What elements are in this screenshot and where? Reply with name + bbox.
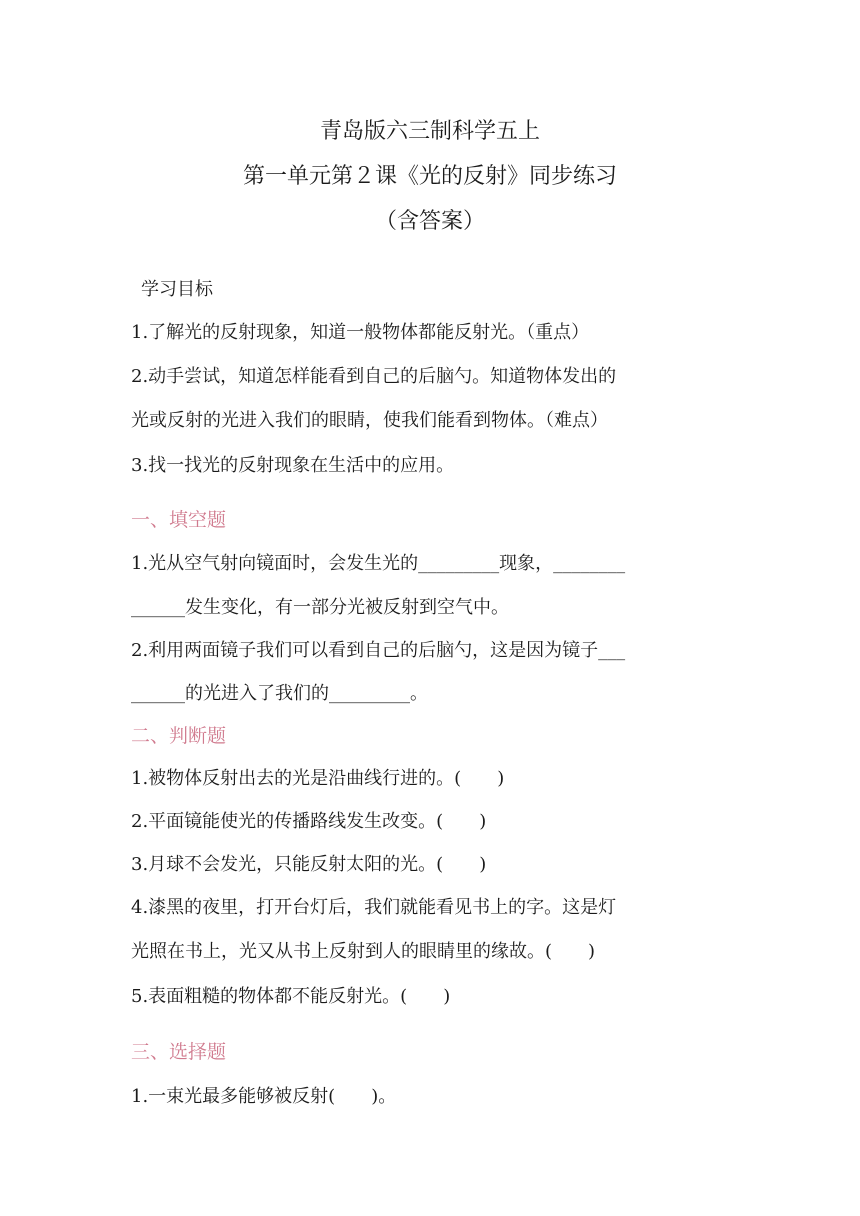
doc-subtitle: 第一单元第２课《光的反射》同步练习 xyxy=(242,164,617,189)
goal-line: 光或反射的光进入我们的眼睛，使我们能看到物体。（难点） xyxy=(131,410,608,431)
question-line: 4.漆黑的夜里，打开台灯后，我们就能看见书上的字。这是灯 xyxy=(131,897,617,918)
goal-line: 2.动手尝试，知道怎样能看到自己的后脑勺。知道物体发出的 xyxy=(131,366,617,387)
question-line: 1.一束光最多能够被反射( )。 xyxy=(131,1086,397,1107)
question-line: 2.利用两面镜子我们可以看到自己的后脑勺，这是因为镜子___ xyxy=(131,640,626,661)
question-line: 1.光从空气射向镜面时，会发生光的_________现象，________ xyxy=(131,553,626,574)
section-multiple-choice-heading: 三、选择题 xyxy=(131,1041,227,1063)
question-line: 5.表面粗糙的物体都不能反射光。( ) xyxy=(131,986,451,1007)
question-line: ______的光进入了我们的_________。 xyxy=(131,683,428,704)
goal-line: 3.找一找光的反射现象在生活中的应用。 xyxy=(131,455,455,476)
question-line: 1.被物体反射出去的光是沿曲线行进的。( ) xyxy=(131,768,505,789)
goals-heading: 学习目标 xyxy=(141,279,213,300)
section-fill-in-heading: 一、填空题 xyxy=(131,509,227,531)
goal-line: 1.了解光的反射现象，知道一般物体都能反射光。（重点） xyxy=(131,322,590,343)
question-line: ______发生变化，有一部分光被反射到空气中。 xyxy=(131,597,509,618)
question-line: 2.平面镜能使光的传播路线发生改变。( ) xyxy=(131,811,487,832)
doc-answer-note: （含答案） xyxy=(374,209,485,234)
section-true-false-heading: 二、判断题 xyxy=(131,725,227,747)
question-line: 3.月球不会发光，只能反射太阳的光。( ) xyxy=(131,854,487,875)
question-line: 光照在书上，光又从书上反射到人的眼睛里的缘故。( ) xyxy=(131,941,596,962)
doc-title: 青岛版六三制科学五上 xyxy=(319,119,540,144)
